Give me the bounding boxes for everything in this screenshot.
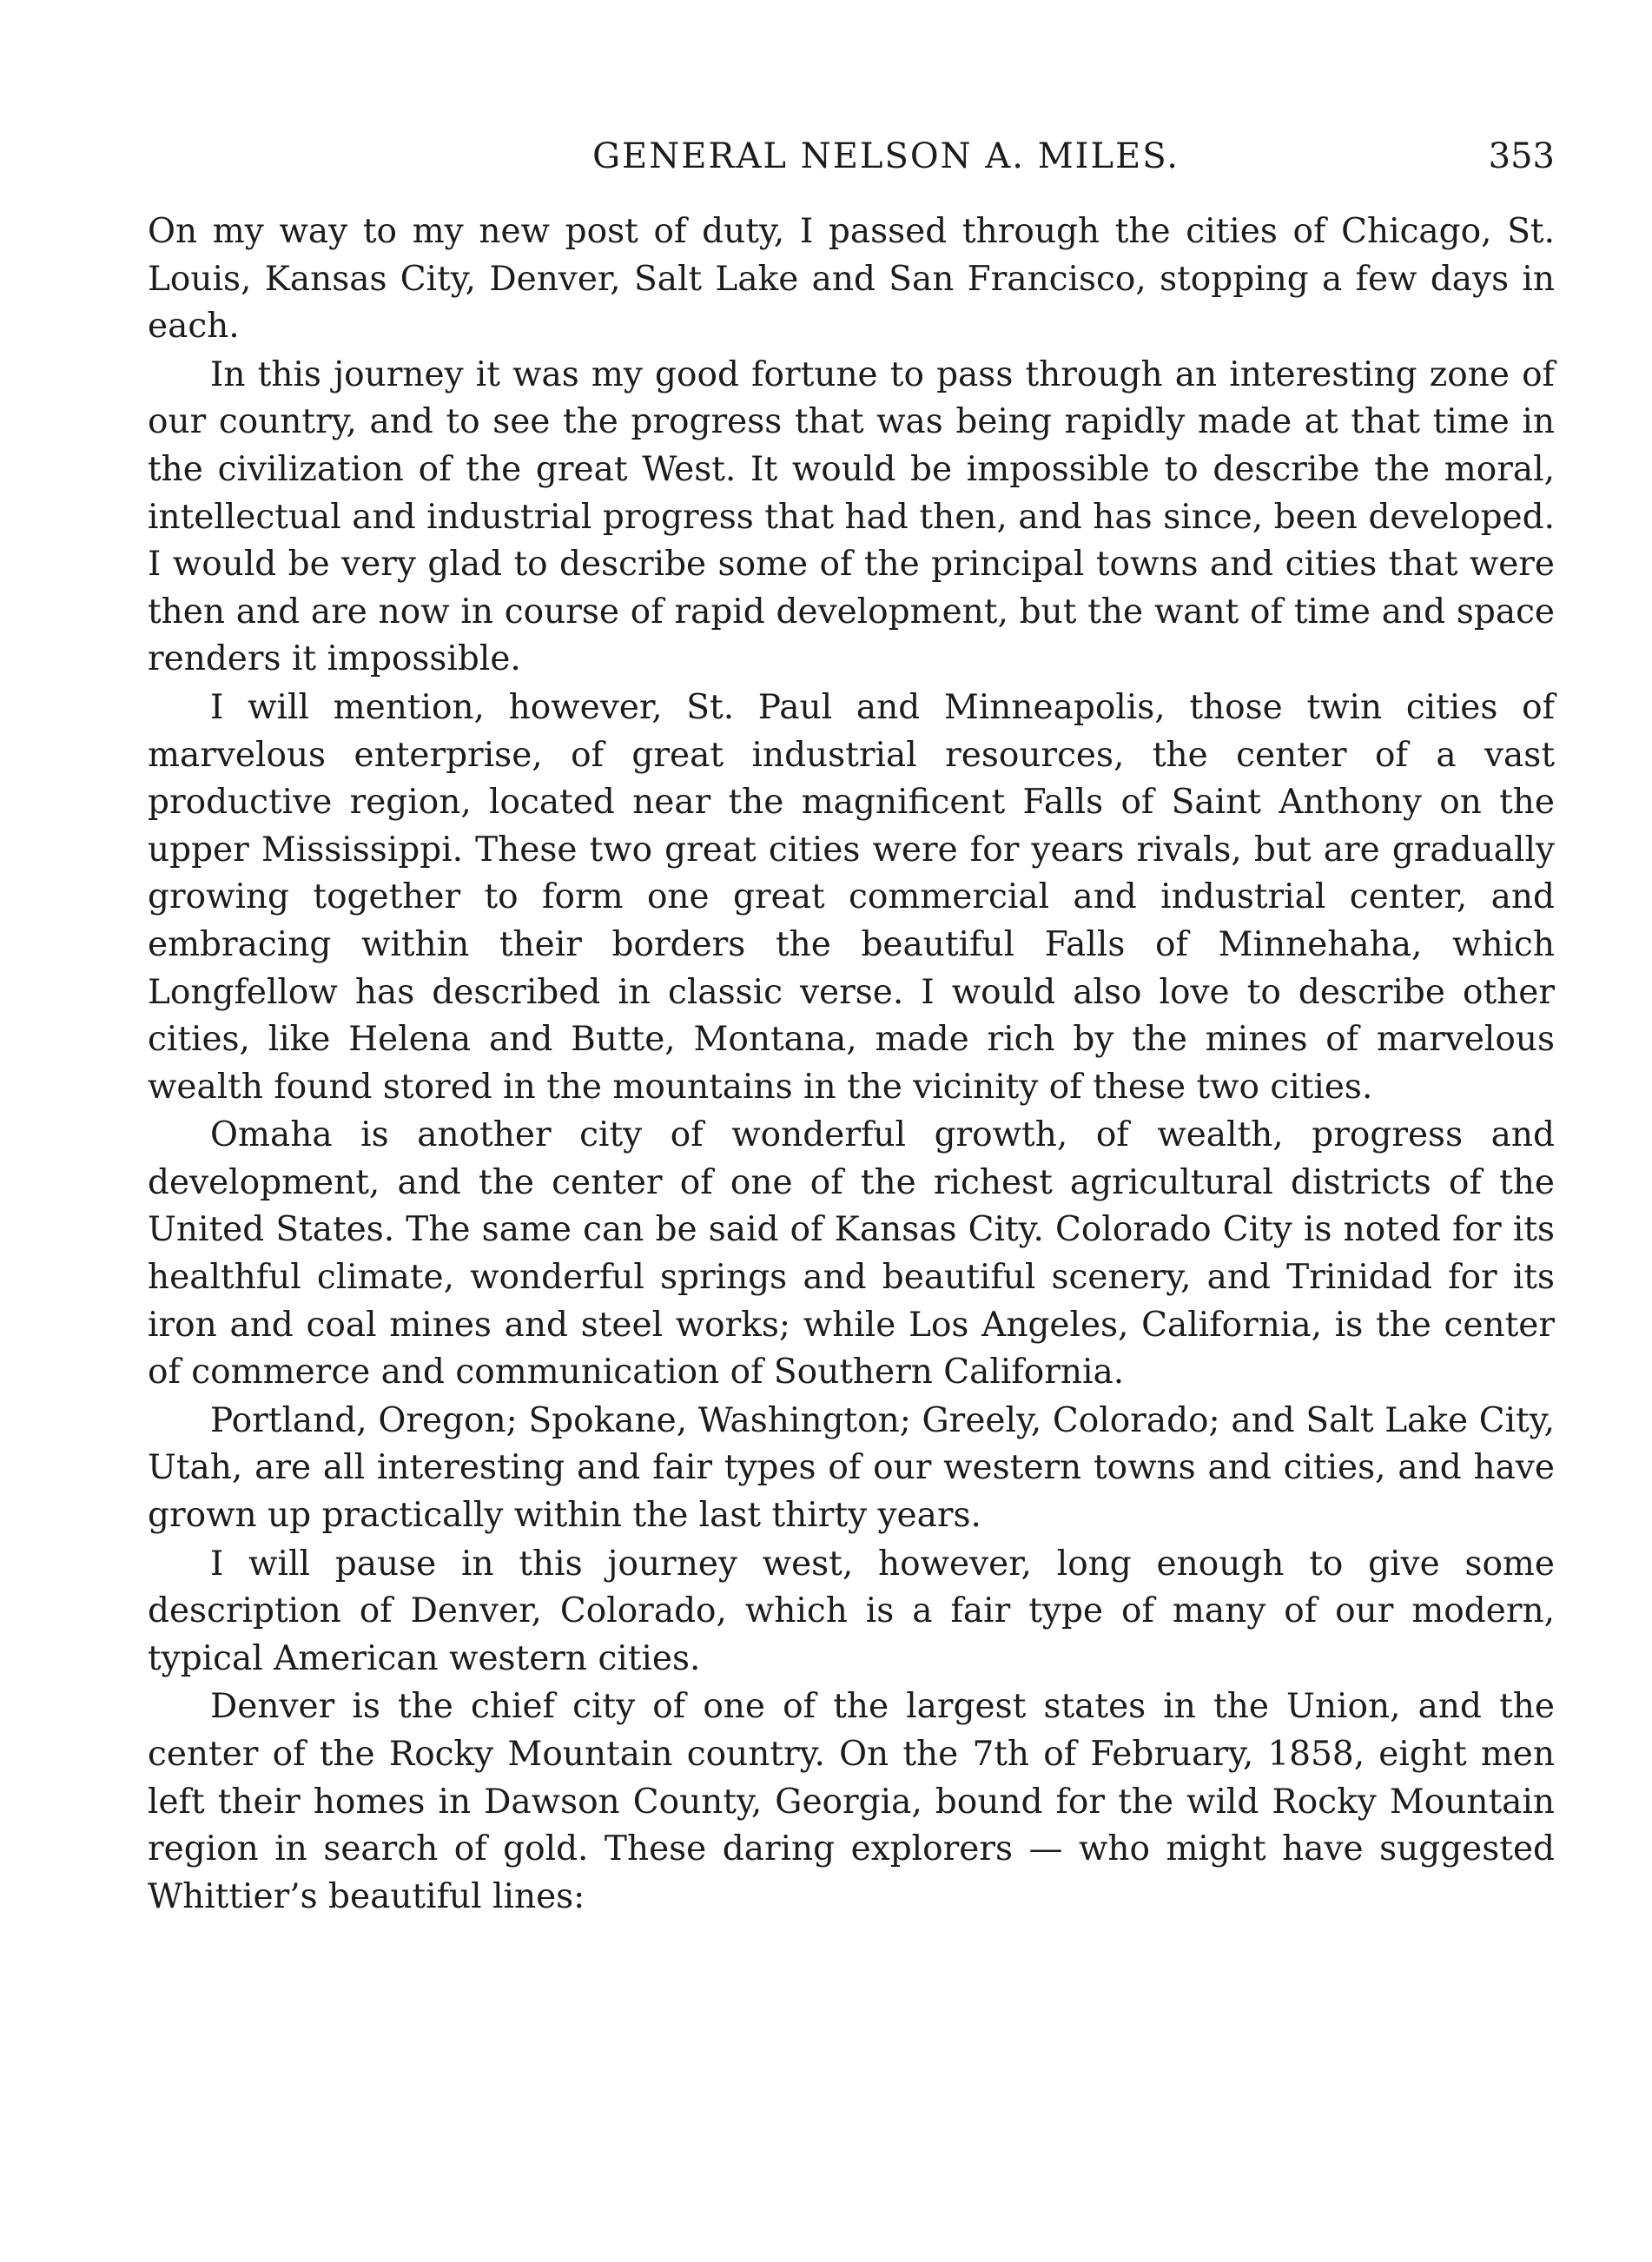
paragraph: Denver is the chief city of one of the largest states in the Union, and the center of the Rocky Mountain country. On the 7th of February, 1858, eight men left their homes in Dawson County, Georgia, bound for the wild Rocky Mountain region in search of gold. These daring explorers — who might have suggested Whittier’s beautiful lines: — [148, 1687, 1555, 1916]
paragraph: On my way to my new post of duty, I passed through the cities of Chicago, St. Louis, Kansas City, Denver, Salt Lake and San Francisco, stopping a few days in each. — [148, 212, 1555, 347]
running-header — [0, 135, 1555, 178]
paragraph: I will pause in this journey west, however, long enough to give some description of Denver, Colorado, which is a fair type of many of our modern, typical American western cities. — [148, 1544, 1555, 1678]
body-text — [148, 208, 1555, 1921]
running-title: GENERAL NELSON A. MILES. — [592, 136, 1180, 176]
page-number: 353 — [1488, 136, 1555, 176]
paragraph: I will mention, however, St. Paul and Minneapolis, those twin cities of marvelous enterprise, of great industrial resources, the center of a vast productive region, located near the magnificent Falls of Saint Anthony on the upper Mississippi. These two great cities were for years rivals, but are gradually growing together to form one great commercial and industrial center, and embracing within their borders the beautiful Falls of Minnehaha, which Longfellow has described in classic verse. I would also love to describe other cities, like Helena and Butte, Montana, made rich by the mines of marvelous wealth found stored in the mountains in the vicinity of these two cities. — [148, 687, 1555, 1107]
paragraph: Omaha is another city of wonderful growth, of wealth, progress and development, and the center of one of the richest agricultural districts of the United States. The same can be said of Kansas City. Colorado City is noted for its healthful climate, wonderful springs and beautiful scenery, and Trinidad for its iron and coal mines and steel works; while Los Angeles, California, is the center of commerce and communication of Southern California. — [148, 1115, 1555, 1392]
paragraph: Portland, Oregon; Spokane, Washington; Greely, Colorado; and Salt Lake City, Utah, are all interesting and fair types of our western towns and cities, and have grown up practically within the last thirty years. — [148, 1400, 1555, 1536]
paragraph: In this journey it was my good fortune to pass through an interesting zone of our country, and to see the progress that was being rapidly made at that time in the civilization of the great West. It would be impossible to describe the moral, intellectual and industrial progress that had then, and has since, been developed. I would be very glad to describe some of the principal towns and cities that were then and are now in course of rapid development, but the want of time and space renders it impossible. — [148, 354, 1555, 679]
